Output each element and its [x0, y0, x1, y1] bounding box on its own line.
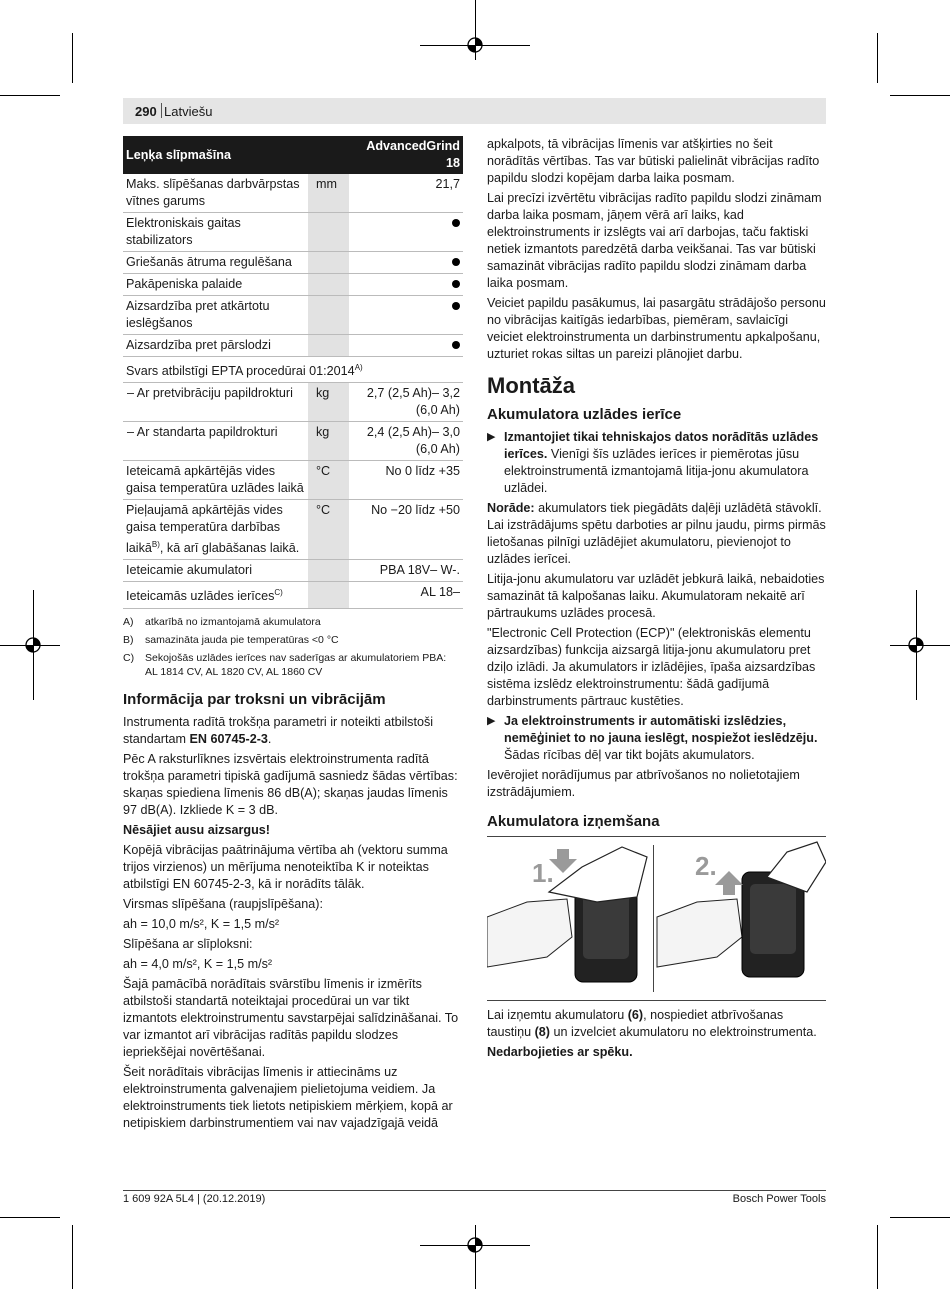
row-value: AL 18– — [349, 582, 463, 608]
row-value: 21,7 — [349, 174, 463, 213]
row-label: Aizsardzība pret pārslodzi — [123, 335, 308, 357]
footnote-ref: C) — [274, 588, 283, 598]
footnote — [123, 615, 463, 629]
footnote-key: C) — [123, 651, 135, 664]
footnote-text: samazināta jauda pie temperatūras <0 °C — [145, 633, 339, 646]
step-2-label: 2. — [695, 851, 717, 881]
caption-text: , nospiediet atbrīvošanas taustiņu — [487, 1008, 784, 1039]
bullet-item — [487, 429, 826, 497]
note-text: akumulators tiek piegādāts daļēji uzlādētā stāvoklī. Lai izstrādājums spētu darboties ar pilnu jaudu, pirms pirmās lietošanas pilnīgi uzlādējiet akumulatoru, pievienojot to uzlādes ierīcei. — [487, 501, 826, 566]
footnote — [123, 651, 463, 679]
row-label: Griešanās ātruma regulēšana — [123, 252, 308, 274]
caption-text: Lai izņemtu akumulatoru — [487, 1008, 628, 1022]
row-label: Ieteicamie akumulatori — [123, 560, 308, 582]
row-value: 2,7 (2,5 Ah)– 3,2 (6,0 Ah) — [349, 383, 463, 422]
row-unit — [308, 560, 349, 582]
bullet-dot-icon — [452, 341, 460, 349]
paragraph: Šajā pamācībā norādītais svārstību līmenis ir izmērīts atbilstoši standartā noteiktajai procedūrai un var tikt izmantots elektroinstrumentu savstarpējai salīdzināšanai. To var izmantot arī vibrācijas radītās papildu slodzes iepriekšējai novērtēšanai. — [123, 976, 459, 1059]
row-label: Ieteicamā apkārtējās vides gaisa temperatūra uzlādes laikā — [123, 461, 308, 500]
row-unit: kg — [308, 422, 349, 461]
page-footer — [123, 1190, 826, 1205]
paragraph: "Electronic Cell Protection (ECP)" (elektroniskās elementu aizsardzības) funkcija aizsargā litija-jonu akumulatoru pret dziļo izlādi. Ja akumulators ir izlādējies, īpaša aizsardzības sistēma izslēdz elektroinstrumentu: šādā gadījumā darbinstruments pārtrauc kustēties. — [487, 626, 816, 708]
document-number: 1 609 92A 5L4 | (20.12.2019) — [123, 1193, 266, 1205]
technical-data-table — [123, 136, 463, 609]
table-row — [123, 357, 463, 383]
header-separator — [161, 103, 162, 118]
table-row — [123, 296, 463, 335]
paragraph: Litija-jonu akumulatoru var uzlādēt jebkurā laikā, nebaidoties samazināt tā kalpošanas laiku. Akumulatoram nekaitē arī pārtraukums uzlādes procesā. — [487, 572, 825, 620]
registration-mark-icon — [906, 635, 926, 655]
footnote-key: B) — [123, 633, 134, 646]
section-heading-assembly: Montāža — [487, 373, 575, 398]
footnote-text: atkarībā no izmantojamā akumulatora — [145, 615, 321, 628]
note-label: Norāde: — [487, 501, 535, 515]
row-value: 2,4 (2,5 Ah)– 3,0 (6,0 Ah) — [349, 422, 463, 461]
crop-mark — [877, 1225, 878, 1289]
arrow-right-icon: ▶ — [487, 715, 496, 727]
battery-removal-figure — [487, 836, 826, 1001]
row-label: Aizsardzība pret atkārtotu ieslēgšanos — [123, 296, 308, 335]
table-model: AdvancedGrind 18 — [349, 136, 463, 174]
paragraph — [123, 714, 463, 748]
table-row — [123, 500, 463, 560]
bullet-bold-text: Izmantojiet tikai tehniskajos datos norādītās uzlādes ierīces. — [504, 430, 819, 461]
paragraph: apkalpots, tā vibrācijas līmenis var atšķirties no šeit norādītās vērtības. Tas var būtiski palielināt vibrācijas radīto papildu slodzi kopējam darba laika posmam. — [487, 137, 820, 185]
pull-up-arrow-icon — [715, 871, 743, 895]
right-column — [487, 136, 826, 1064]
figure-caption — [487, 1007, 826, 1041]
paragraph: Pēc A raksturlīknes izsvērtais elektroinstrumenta radītā trokšņa parametri tipiskā gadījumā sasniedz šādas vērtības: skaņas spiediena līmenis 86 dB(A); skaņas jaudas līmenis 97 dB(A). Izkliede K = 3 dB. — [123, 751, 458, 817]
measurement-value: ah = 4,0 m/s², K = 1,5 m/s² — [123, 956, 273, 971]
row-label: – Ar pretvibrāciju papildrokturi — [123, 383, 308, 422]
row-label-tail: , kā arī glabāšanas laikā. — [159, 541, 300, 556]
paragraph: Kopējā vibrācijas paātrinājuma vērtība ah (vektoru summa trijos virzienos) un mērījuma nenoteiktība K ir noteiktas atbilstīgi EN 60745-2-3, kā ir norādīts tālāk. — [123, 842, 448, 891]
bullet-bold-text: Ja elektroinstruments ir automātiski izslēdzies, nemēģiniet to no jauna ieslēgt, nospiežot ieslēdzēju. — [504, 714, 818, 745]
page-number: 290 — [135, 104, 157, 119]
footnote-ref: B) — [151, 540, 160, 550]
table-row — [123, 335, 463, 357]
language-label: Latviešu — [164, 104, 213, 119]
table-row — [123, 461, 463, 500]
table-row — [123, 582, 463, 608]
crop-mark — [877, 33, 878, 83]
row-label — [123, 357, 463, 383]
row-value — [349, 335, 463, 357]
row-value: No 0 līdz +35 — [349, 461, 463, 500]
row-unit — [308, 296, 349, 335]
bullet-dot-icon — [452, 258, 460, 266]
footnote — [123, 633, 463, 647]
paragraph: Veiciet papildu pasākumus, lai pasargātu strādājošo personu no vibrācijas kaitīgās iedarbības, piemēram, savlaicīgi veiciet elektroinstrumenta un darbinstrumentu apkalpošanu, uzturiet rokas siltas un pareizi plānojiet darbu. — [487, 296, 826, 361]
row-label — [123, 582, 308, 608]
crop-mark — [0, 1217, 60, 1218]
measurement-label: Virsmas slīpēšana (raupjslīpēšana): — [123, 896, 323, 911]
row-label-text: Ieteicamās uzlādes ierīces — [126, 589, 275, 604]
section-heading-noise: Informācija par troksni un vibrācijām — [123, 690, 386, 708]
table-title: Leņķa slīpmašīna — [123, 136, 349, 174]
text: . — [267, 731, 272, 746]
crop-mark — [890, 95, 950, 96]
bullet-item — [487, 713, 826, 764]
table-row — [123, 560, 463, 582]
step-1-label: 1. — [532, 858, 554, 888]
registration-mark-icon — [465, 35, 485, 55]
footnote-ref: A) — [354, 363, 363, 372]
row-label: Pakāpeniska palaide — [123, 274, 308, 296]
crop-mark — [890, 1217, 950, 1218]
footnote-text: Sekojošās uzlādes ierīces nav saderīgas ar akumulatoriem PBA: AL 1814 CV, AL 1820 CV, AL 1860 CV — [145, 651, 447, 678]
standard-ref: EN 60745-2-3 — [189, 731, 268, 746]
row-unit — [308, 274, 349, 296]
crop-mark — [72, 33, 73, 83]
bullet-dot-icon — [452, 219, 460, 227]
left-column — [123, 136, 463, 1135]
table-row — [123, 274, 463, 296]
row-value — [349, 274, 463, 296]
row-unit: kg — [308, 383, 349, 422]
row-value — [349, 296, 463, 335]
row-unit — [308, 252, 349, 274]
paragraph: Ievērojiet norādījumus par atbrīvošanos no nolietotajiem izstrādājumiem. — [487, 768, 800, 799]
arrow-right-icon: ▶ — [487, 431, 496, 443]
row-label: Maks. slīpēšanas darbvārpstas vītnes garums — [123, 174, 308, 213]
table-row — [123, 252, 463, 274]
row-unit — [308, 335, 349, 357]
row-value: PBA 18V– W-. — [349, 560, 463, 582]
registration-mark-icon — [465, 1235, 485, 1255]
row-label: Elektroniskais gaitas stabilizators — [123, 213, 308, 252]
row-label-text: Pieļaujamā apkārtējās vides gaisa temperatūra darbības laikā — [126, 503, 283, 556]
crop-mark — [0, 95, 60, 96]
subheading-battery-removal: Akumulatora izņemšana — [487, 813, 660, 830]
row-label: – Ar standarta papildrokturi — [123, 422, 308, 461]
warning-text: Nēsājiet ausu aizsargus! — [123, 822, 270, 837]
crop-mark — [72, 1225, 73, 1289]
row-value — [349, 213, 463, 252]
caption-text: un izvelciet akumulatoru no elektroinstrumenta. — [550, 1025, 817, 1039]
bullet-text: Vienīgi šīs uzlādes ierīces ir piemērotas jūsu elektroinstrumentā izmantojamā litija-jonu akumulatora uzlādei. — [504, 447, 809, 495]
row-unit: °C — [308, 461, 349, 500]
note-paragraph — [487, 500, 826, 568]
table-row — [123, 213, 463, 252]
measurement-label: Slīpēšana ar slīploksni: — [123, 936, 253, 951]
battery-removal-illustration — [487, 837, 826, 1000]
bullet-dot-icon — [452, 302, 460, 310]
row-unit — [308, 582, 349, 608]
subheading-charger: Akumulatora uzlādes ierīce — [487, 406, 682, 423]
measurement-value: ah = 10,0 m/s², K = 1,5 m/s² — [123, 916, 280, 931]
weight-label: Svars atbilstīgi EPTA procedūrai 01:2014 — [126, 364, 355, 379]
caption-ref: (8) — [534, 1025, 551, 1039]
brand-name: Bosch Power Tools — [732, 1193, 826, 1205]
table-row — [123, 422, 463, 461]
page-header — [123, 98, 826, 124]
row-label — [123, 500, 308, 560]
row-unit — [308, 213, 349, 252]
paragraph: Šeit norādītais vibrācijas līmenis ir attiecināms uz elektroinstrumenta galvenajiem pielietojuma veidiem. Ja elektroinstruments tiek lietots netipiskiem mērķiem, kopā ar netipiskiem darbinstrumentiem vai nav vajadzīgajā veidā — [123, 1064, 453, 1130]
caption-warning: Nedarbojieties ar spēku. — [487, 1045, 633, 1059]
row-value: No −20 līdz +50 — [349, 500, 463, 560]
bullet-dot-icon — [452, 280, 460, 288]
row-value — [349, 252, 463, 274]
row-unit: mm — [308, 174, 349, 213]
table-header-row — [123, 136, 463, 174]
paragraph: Lai precīzi izvērtētu vibrācijas radīto papildu slodzi zināmam darba laika posmam, jāņem vērā arī laiks, kad elektroinstruments ir izslēgts vai arī darbojas, taču faktiski netiek izmantots paredzētā darba veikšanai. Tas var būtiski samazināt vibrācijas radīto papildu slodzi zināmam darba laika posmam. — [487, 191, 822, 290]
bullet-text: Šādas rīcības dēļ var tikt bojāts akumulators. — [504, 748, 755, 762]
table-row — [123, 383, 463, 422]
table-row — [123, 174, 463, 213]
caption-ref: (6) — [627, 1008, 644, 1022]
text: Instrumenta radītā trokšņa parametri ir noteikti atbilstoši standartam — [123, 714, 434, 746]
footnote-key: A) — [123, 615, 134, 628]
registration-mark-icon — [23, 635, 43, 655]
row-unit: °C — [308, 500, 349, 560]
